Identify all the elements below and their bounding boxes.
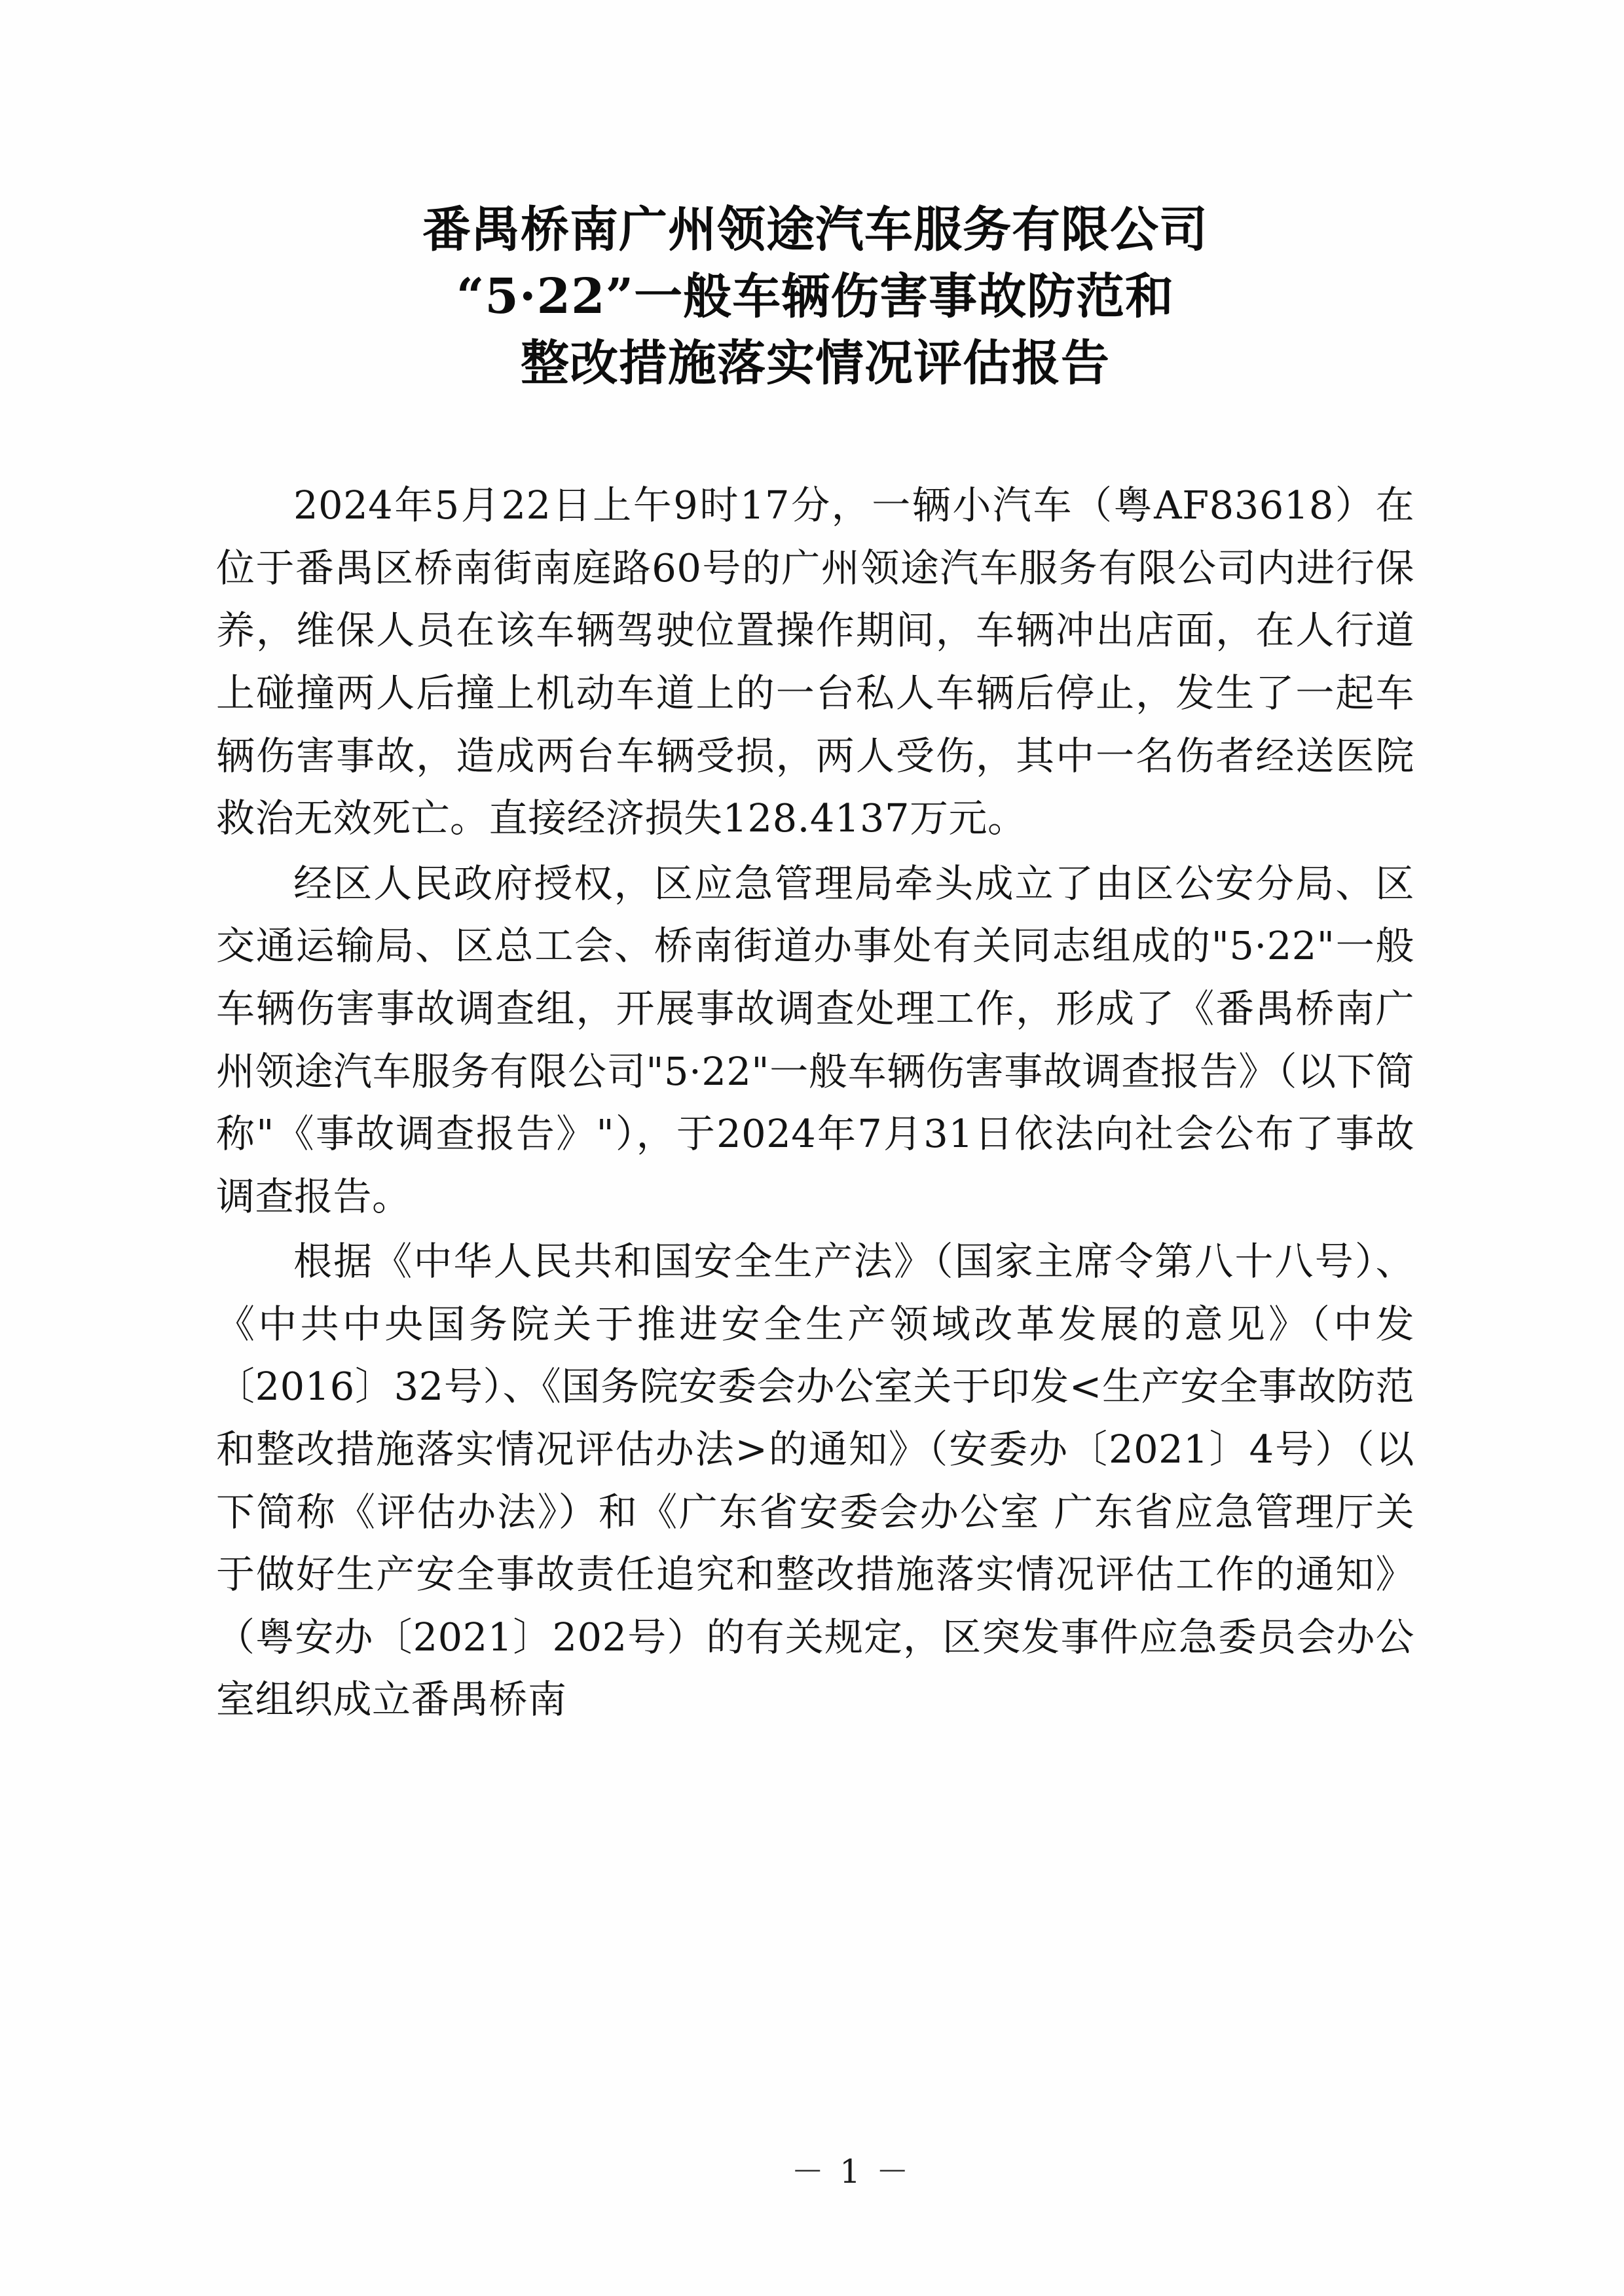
page-number-label: － 1 － (791, 2153, 912, 2191)
paragraph-2: 经区人民政府授权，区应急管理局牵头成立了由区公安分局、区交通运输局、区总工会、桥南街道办事处有关同志组成的"5·22"一般车辆伤害事故调查组，开展事故调查处理工作，形成了《番禺桥南广州领途汽车服务有限公司"5·22"一般车辆伤害事故调查报告》（以下简称"《事故调查报告》"），于2024年7月31日依法向社会公布了事故调查报告。 (216, 860, 1414, 1219)
title-line-3: 整改措施落实情况评估报告 (521, 335, 1110, 392)
title-line-2: “5·22”一般车辆伤害事故防范和 (456, 268, 1175, 325)
paragraph-3: 根据《中华人民共和国安全生产法》（国家主席令第八十八号）、《中共中央国务院关于推进安全生产领域改革发展的意见》（中发〔2016〕32号）、《国务院安委会办公室关于印发<生产安全事故防范和整改措施落实情况评估办法>的通知》（安委办〔2021〕4号）（以下简称《评估办法》）和《广东省安委会办公室 广东省应急管理厅关于做好生产安全事故责任追究和整改措施落实情况评估工作的通知》（粤安办〔2021〕202号）的有关规定，区突发事件应急委员会办公室组织成立番禺桥南 (216, 1239, 1414, 1722)
document-content (216, 196, 1414, 1731)
page-title (216, 196, 1414, 397)
page-number (0, 2145, 1624, 2193)
paragraph-1: 2024年5月22日上午9时17分，一辆小汽车（粤AF83618）在位于番禺区桥南街南庭路60号的广州领途汽车服务有限公司内进行保养，维保人员在该车辆驾驶位置操作期间，车辆冲出店面，在人行道上碰撞两人后撞上机动车道上的一台私人车辆后停止，发生了一起车辆伤害事故，造成两台车辆受损，两人受伤，其中一名伤者经送医院救治无效死亡。直接经济损失128.4137万元。 (216, 483, 1414, 841)
title-line-1: 番禺桥南广州领途汽车服务有限公司 (422, 202, 1208, 258)
document-body (216, 474, 1414, 1731)
